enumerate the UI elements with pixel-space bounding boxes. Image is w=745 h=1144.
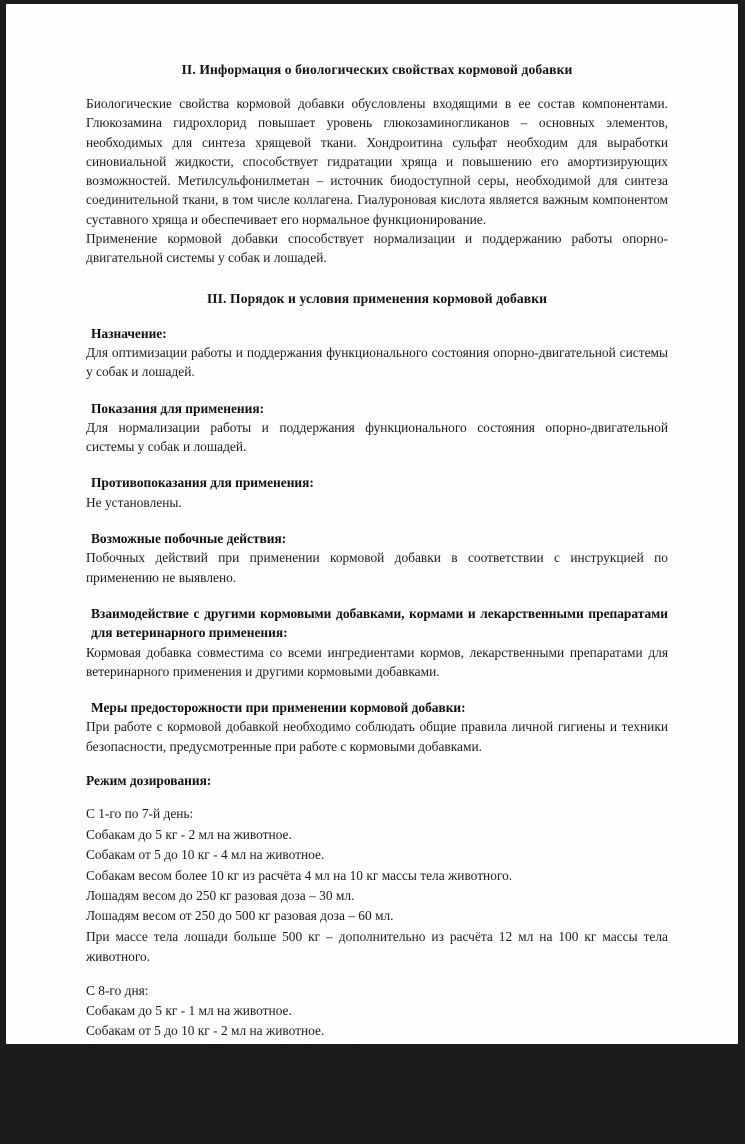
section-iii-heading: III. Порядок и условия применения кормовой добавки [206, 290, 548, 306]
block-pobochnye-text: Побочных действий при применении кормовой добавки в соответствии с инструкцией по применению не выявлено. [86, 550, 668, 585]
dosing-period-2-line-5: Лошадям весом от 250 до 500 кг разовая доза – 30 мл. [86, 1084, 394, 1100]
block-naznachenie-text: Для оптимизации работы и поддержания функционального состояния опорно-двигательной системы у собак и лошадей. [86, 344, 668, 380]
dosing-period-1-line-4: Лошадям весом до 250 кг разовая доза – 30 мл. [86, 887, 355, 903]
dosing-period-1 [86, 804, 668, 967]
dosing-period-2-line-2: Собакам от 5 до 10 кг - 2 мл на животное. [86, 1023, 325, 1039]
block-pokazaniya [86, 399, 668, 457]
dosing-period-1-line-3: Собакам весом более 10 кг из расчёта 4 мл на 10 кг массы тела животного. [86, 867, 513, 883]
section-ii-paragraph-1: Биологические свойства кормовой добавки обусловлены входящими в ее состав компонентами. Глюкозамина гидрохлорид повышает уровень глюкозаминогликанов – основных элементов, необходимых для синтеза хрящевой ткани. Хондроитина сульфат необходим для выработки синовиальной жидкости, способствует гидратации хряща и повышению его амортизирующих возможностей. Метилсульфонилметан – источник биодоступной серы, необходимой для синтеза соединительной ткани, в том числе коллагена. Гиалуроновая кислота является важным компонентом суставного хряща и обеспечивает его нормальное функционирование. [86, 96, 668, 227]
dosing-period-1-line-6: При массе тела лошади больше 500 кг – дополнительно из расчёта 12 мл на 100 кг массы тела животного. [86, 928, 668, 965]
block-protivopokazaniya [86, 473, 668, 512]
dosing-spacer [86, 968, 668, 981]
block-pokazaniya-heading: Показания для применения: [91, 400, 265, 416]
dosing-period-1-line-2: Собакам от 5 до 10 кг - 4 мл на животное. [86, 847, 325, 863]
block-naznachenie [86, 324, 668, 382]
section-ii-body [86, 94, 668, 268]
dosing-heading: Режим дозирования: [86, 773, 212, 789]
block-pobochnye [86, 529, 668, 587]
block-mery-predostorozhnosti [86, 698, 668, 756]
block-naznachenie-heading: Назначение: [91, 325, 167, 341]
section-ii-heading: II. Информация о биологических свойствах кормовой добавки [181, 62, 573, 77]
dosing-period-2-label: С 8-го дня: [86, 982, 149, 998]
block-mery-predostorozhnosti-text: При работе с кормовой добавкой необходимо соблюдать общие правила личной гигиены и техники безопасности, предусмотренные при работе с кормовыми добавками. [86, 719, 668, 754]
section-ii-paragraph-2: Применение кормовой добавки способствует нормализации и поддержанию работы опорно-двигательной системы у собак и лошадей. [86, 231, 668, 266]
dosing-period-2-line-4: Лошадям весом до 250 кг разовая доза – 15 мл. [86, 1064, 355, 1080]
block-vzaimodeystvie-text: Кормовая добавка совместима со всеми ингредиентами кормов, лекарственными препаратами для ветеринарного применения и другими кормовыми добавками. [86, 644, 668, 679]
dosing-period-2 [86, 981, 668, 1144]
dosing-period-2-line-1: Собакам до 5 кг - 1 мл на животное. [86, 1002, 292, 1018]
dosing-period-2-line-6: При массе тела лошади больше 500 кг – дополнительно из расчёта 6 мл на 100 кг массы тела животного. [86, 1105, 668, 1141]
block-protivopokazaniya-text: Не установлены. [86, 494, 182, 510]
block-vzaimodeystvie [86, 604, 668, 681]
block-pokazaniya-text: Для нормализации работы и поддержания функционального состояния опорно-двигательной системы у собак и лошадей. [86, 419, 668, 455]
dosing-section [86, 771, 668, 1144]
dosing-period-1-label: С 1-го по 7-й день: [86, 806, 194, 822]
document-page [6, 4, 738, 1141]
block-vzaimodeystvie-heading: Взаимодействие с другими кормовыми добавками, кормами и лекарственными препаратами для ветеринарного применения: [91, 605, 668, 641]
block-pobochnye-heading: Возможные побочные действия: [91, 531, 287, 547]
block-protivopokazaniya-heading: Противопоказания для применения: [91, 475, 314, 491]
dosing-period-2-line-3: Собакам весом более 10 кг из расчёта 2 мл на 10 кг массы тела животного. [86, 1043, 513, 1059]
dosing-period-1-line-1: Собакам до 5 кг - 2 мл на животное. [86, 826, 292, 842]
document-content [86, 4, 668, 1144]
block-mery-predostorozhnosti-heading: Меры предосторожности при применении кормовой добавки: [91, 700, 466, 716]
dosing-period-1-line-5: Лошадям весом от 250 до 500 кг разовая доза – 60 мл. [86, 908, 394, 924]
